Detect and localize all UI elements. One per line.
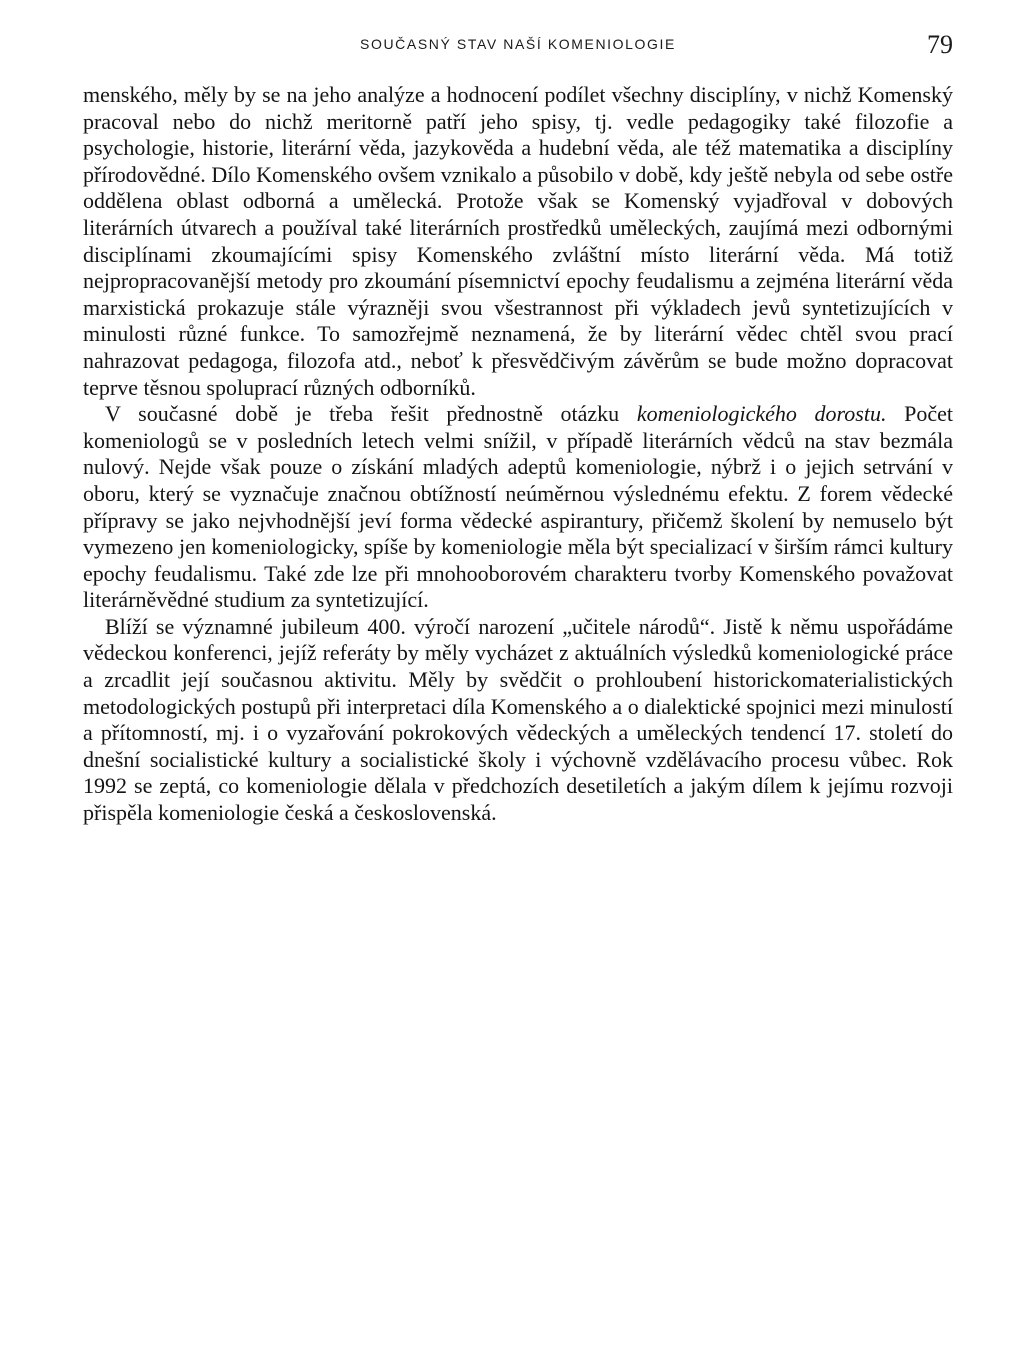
- paragraph-3: Blíží se významné jubileum 400. výročí narození „učitele národů“. Jistě k němu uspořádáme vědeckou konferenci, jejíž referáty by měly vycházet z aktuálních výsledků komeniologické práce a zrcadlit její současnou aktivitu. Měly by svědčit o prohloubení historickomaterialistických metodologických postupů při interpretaci díla Komenského a o dialektické spojnici mezi minulostí a přítomností, mj. i o vyzařování pokrokových vědeckých a uměleckých tendencí 17. století do dnešní socialistické kultury a socialistické školy i výchovně vzdělávacího procesu vůbec. Rok 1992 se zeptá, co komeniologie dělala v předchozích desetiletích a jakým dílem k jejímu rozvoji přispěla komeniologie česká a československá.: [83, 613, 953, 826]
- body-text: [83, 82, 953, 827]
- paragraph-2: [83, 401, 953, 614]
- paragraph-1: menského, měly by se na jeho analýze a hodnocení podílet všechny disciplíny, v nichž Komenský pracoval nebo do nichž meritorně patří jeho spisy, tj. vedle pedagogiky také filozofie a psychologie, historie, literární věda, jazykověda a hudební věda, ale též matematika a disciplíny přírodovědné. Dílo Komenského ovšem vznikalo a působilo v době, kdy ještě nebyla od sebe ostře oddělena oblast odborná a umělecká. Protože však se Komenský vyjadřoval v dobových literárních útvarech a používal také literárních prostředků uměleckých, zaujímá mezi odbornými disciplínami zkoumajícími spisy Komenského zvláštní místo literární věda. Má totiž nejpropracovanější metody pro zkoumání písemnictví epochy feudalismu a zejména literární věda marxistická prokazuje stále výrazněji svou všestrannost při výkladech jevů syntetizujících v minulosti různé funkce. To samozřejmě neznamená, že by literární vědec chtěl svou prací nahrazovat pedagoga, filozofa atd., neboť k přesvědčivým závěrům se bude možno dopracovat teprve těsnou spoluprací různých odborníků.: [83, 82, 953, 400]
- running-head: [83, 30, 953, 70]
- paragraph-2-rest: Počet komeniologů se v posledních letech velmi snížil, v případě literárních vědců na stav bezmála nulový. Nejde však pouze o získání mladých adeptů komeniologie, nýbrž i o jejich setrvání v oboru, který se vyznačuje značnou obtížností neúměrnou výslednému efektu. Z forem vědecké přípravy se jako nejvhodnější jeví forma vědecké aspirantury, přičemž školení by nemuselo být vymezeno jen komeniologicky, spíše by komeniologie měla být specializací v širším rámci kultury epochy feudalismu. Také zde lze při mnohooborovém charakteru tvorby Komenského považovat literárněvědné studium za syntetizující.: [83, 401, 953, 613]
- paragraph-2-lead: V současné době je třeba řešit přednostně otázku: [105, 401, 637, 427]
- page-number: 79: [927, 30, 953, 59]
- paragraph-2-emphasis: komeniologického dorostu.: [636, 401, 887, 427]
- document-page: [83, 30, 953, 827]
- running-title: SOUČASNÝ STAV NAŠÍ KOMENIOLOGIE: [360, 36, 676, 52]
